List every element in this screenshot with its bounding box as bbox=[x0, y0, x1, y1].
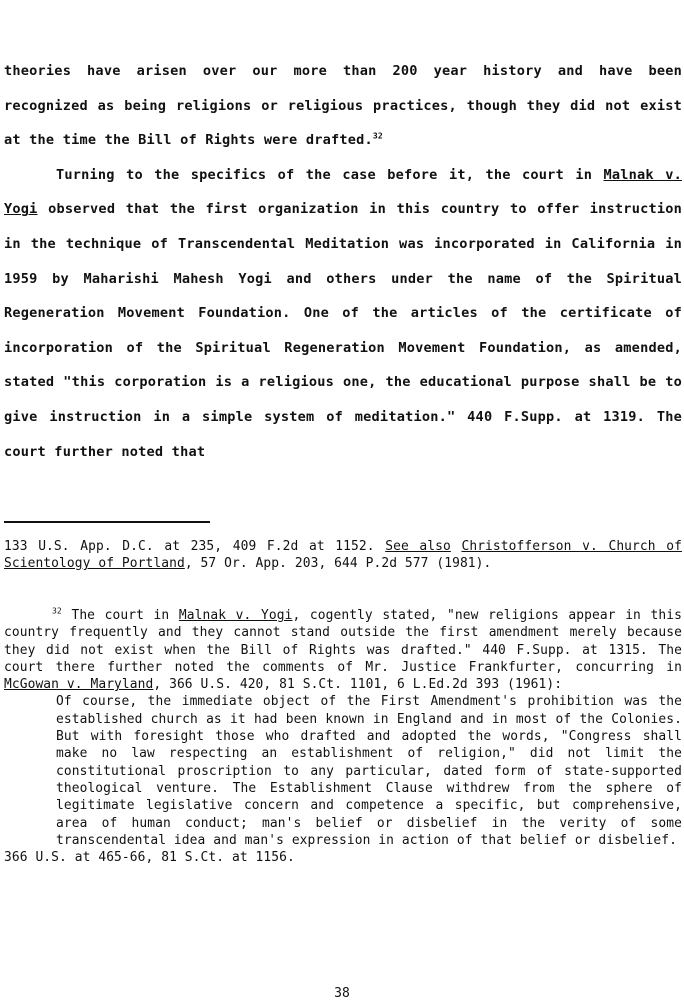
footnote-32 bbox=[4, 607, 682, 866]
footnote-32-body: $^{32}$ The court in Malnak v. Yogi, cogently stated, "new religions appear in this country frequently and they cannot stand outside the first amendment merely because they did not exist when the Bill of Rights was drafted." 440 F.Supp. at 1315. The court there further noted the comments of Mr. Justice Frankfurter, concurring in McGowan v. Maryland, 366 U.S. 420, 81 S.Ct. 1101, 6 L.Ed.2d 393 (1961): bbox=[4, 606, 682, 693]
page-number: 38 bbox=[334, 986, 350, 1001]
case-name-malnak-fn: Malnak v. Yogi bbox=[178, 608, 293, 623]
footnote-marker-32: 32 bbox=[52, 606, 62, 616]
footnote-divider bbox=[4, 521, 210, 523]
footnote-continuation: 133 U.S. App. D.C. at 235, 409 F.2d at 1152. See also Christofferson v. Church of Scientology of Portland, 57 Or. App. 203, 644 P.2d 577 (1981). bbox=[4, 539, 682, 572]
case-name-christofferson: Christofferson v. Church of Scientology of Portland bbox=[4, 539, 682, 572]
main-text bbox=[4, 54, 682, 469]
paragraph-2: Turning to the specifics of the case before it, the court in Malnak v. Yogi observed that the first organization in this country to offer instruction in the technique of Transcendental Meditation was incorporated in California in 1959 by Maharishi Mahesh Yogi and others under the name of the Spiritual Regeneration Movement Foundation. One of the articles of the certificate of incorporation of the Spiritual Regeneration Movement Foundation, as amended, stated "this corporation is a religious one, the educational purpose shall be to give instruction in a simple system of meditation." 440 F.Supp. at 1319. The court further noted that bbox=[4, 166, 682, 460]
see-also-signal: See also bbox=[385, 539, 451, 554]
quote-citation: 366 U.S. at 465-66, 81 S.Ct. at 1156. bbox=[4, 850, 295, 866]
case-name-malnak: Malnak v. Yogi bbox=[4, 166, 682, 218]
paragraph-1: theories have arisen over our more than 200 year history and have been recognized as being religions or religious practices, though they did not exist at the time the Bill of Rights were drafted.$^{32}$ bbox=[4, 63, 682, 149]
footnote-ref-32: 32 bbox=[372, 131, 383, 141]
block-quote: Of course, the immediate object of the First Amendment's prohibition was the established church as it had been known in England and in most of the Colonies. But with foresight those who drafted and adopted the words, "Congress shall make no law respecting an establishment of religion," did not limit the constitutional proscription to any particular, dated form of state-supported theological venture. The Establishment Clause withdrew from the sphere of legitimate legislative concern and competence a specific, but comprehensive, area of human conduct; man's belief or disbelief in the verity of some transcendental idea and man's expression in action of that belief or disbelief. bbox=[56, 694, 682, 848]
case-name-mcgowan: McGowan v. Maryland bbox=[4, 677, 154, 693]
